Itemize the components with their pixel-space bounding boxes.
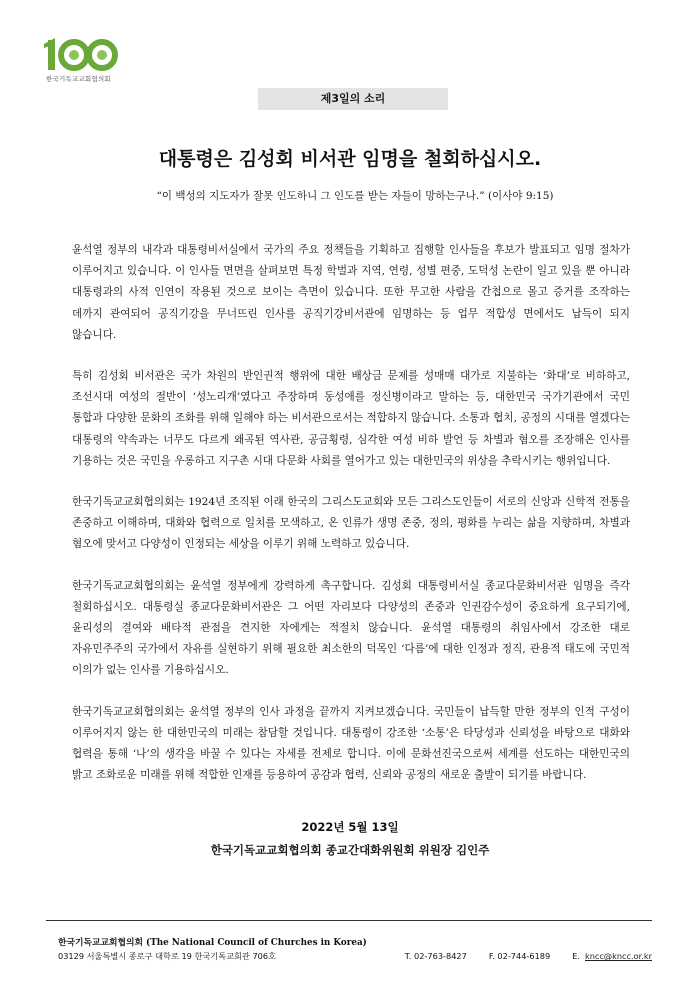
footer-email-label: E. (572, 951, 580, 961)
footer-tel: T. 02-763-8427 (404, 951, 467, 961)
scripture-quote: “이 백성의 지도자가 잘못 인도하니 그 인도를 받는 자들이 망하는구나.” (이사야 9:15) (156, 190, 554, 202)
signature: 한국기독교교회협의회 종교간대화위원회 위원장 김인주 (210, 843, 490, 857)
statement-date: 2022년 5월 13일 (301, 820, 399, 834)
footer-fax: F. 02-744-6189 (488, 951, 551, 961)
paragraph-4: 한국기독교교회협의회는 윤석열 정부에게 강력하게 촉구합니다. 김성회 대통령비서실 종교다문화비서관 임명을 즉각 철회하십시오. 대통령실 종교다문화비서관은 그 어떤 자리보다 다양성의 존중과 인권감수성이 중요하게 요구되기에, 윤리성의 결여와 배타적 관점을 견지한 자에게는 적절치 않습니다. 윤석열 대통령의 취임사에서 강조한 대로 자유민주주의 국가에서 자유를 실현하기 위해 필요한 최소한의 덕목인 ‘다름’에 대한 인정과 정직, 관용적 태도에 국민적 이의가 없는 인사를 기용하십시오. (72, 579, 630, 677)
footer-address: 03129 서울특별시 종로구 대학로 19 한국기독교회관 706호 (58, 951, 276, 961)
footer-contact (58, 951, 652, 962)
paragraph-2: 특히 김성회 비서관은 국가 차원의 반인권적 행위에 대한 배상금 문제를 성매매 대가로 지불하는 ‘화대’로 비하하고, 조선시대 여성의 절반이 ‘성노리개’였다고 주장하며 동성애를 정신병이라고 말하는 등, 대한민국 국가기관에서 국민 통합과 다양한 문화의 조화를 위해 일해야 하는 비서관으로서는 적합하지 않습니다. 소통과 협치, 공정의 시대를 열겠다는 대통령의 약속과는 너무도 다르게 왜곡된 역사관, 공금횡령, 심각한 여성 비하 발언 등 차별과 혐오를 조장해온 인사를 기용하는 것은 국민을 우롱하고 지구촌 시대 다문화 사회를 열어가고 있는 대한민국의 위상을 추락시키는 행위입니다. (72, 370, 630, 467)
footer-org: 한국기독교교회협의회 (The National Council of Churches in Korea) (58, 938, 367, 948)
logo-org-name: 한국기독교교회협의회 (46, 75, 111, 83)
statement-body (72, 240, 630, 806)
page-title: 대통령은 김성회 비서관 임명을 철회하십시오. (158, 148, 542, 170)
footer-divider (46, 920, 652, 921)
section-label: 제3일의 소리 (258, 88, 448, 110)
paragraph-3: 한국기독교교회협의회는 1924년 조직된 이래 한국의 그리스도교회와 모든 그리스도인들이 서로의 신앙과 신학적 전통을 존중하고 이해하며, 대화와 협력으로 일치를 모색하고, 온 인류가 생명 존중, 정의, 평화를 누리는 삶을 지향하며, 차별과 혐오에 맞서고 다양성이 인정되는 세상을 이루기 위해 노력하고 있습니다. (72, 496, 630, 551)
footer-email-link[interactable]: kncc@kncc.or.kr (585, 951, 652, 961)
anniversary-100-icon (44, 34, 124, 76)
paragraph-5: 한국기독교교회협의회는 윤석열 정부의 인사 과정을 끝까지 지켜보겠습니다. 국민들이 납득할 만한 정부의 인적 구성이 이루어지지 않는 한 대한민국의 미래는 참담할 것입니다. 대통령이 강조한 ‘소통’은 타당성과 신뢰성을 바탕으로 대화와 협력을 통해 ‘나’의 생각을 바꿀 수 있다는 자세를 전제로 합니다. 이에 문화선진국으로써 세계를 선도하는 대한민국의 밝고 조화로운 미래를 위해 적합한 인재를 등용하여 공감과 협력, 신뢰와 공정의 새로운 출발이 되기를 바랍니다. (72, 705, 630, 782)
paragraph-1: 윤석열 정부의 내각과 대통령비서실에서 국가의 주요 정책들을 기획하고 집행할 인사들을 후보가 발표되고 임명 절차가 이루어지고 있습니다. 이 인사들 면면을 살펴보면 특정 학벌과 지역, 연령, 성별 편중, 도덕성 논란이 일고 있을 뿐 아니라 대통령과의 사적 인연이 작용된 것으로 보이는 측면이 있습니다. 또한 무고한 사람을 간첩으로 몰고 증거를 조작하는 데까지 관여되어 공직기강을 무너뜨린 인사를 공직기강비서관에 임명하는 등 업무 적합성 면에서도 납득이 되지 않습니다. (72, 244, 630, 341)
